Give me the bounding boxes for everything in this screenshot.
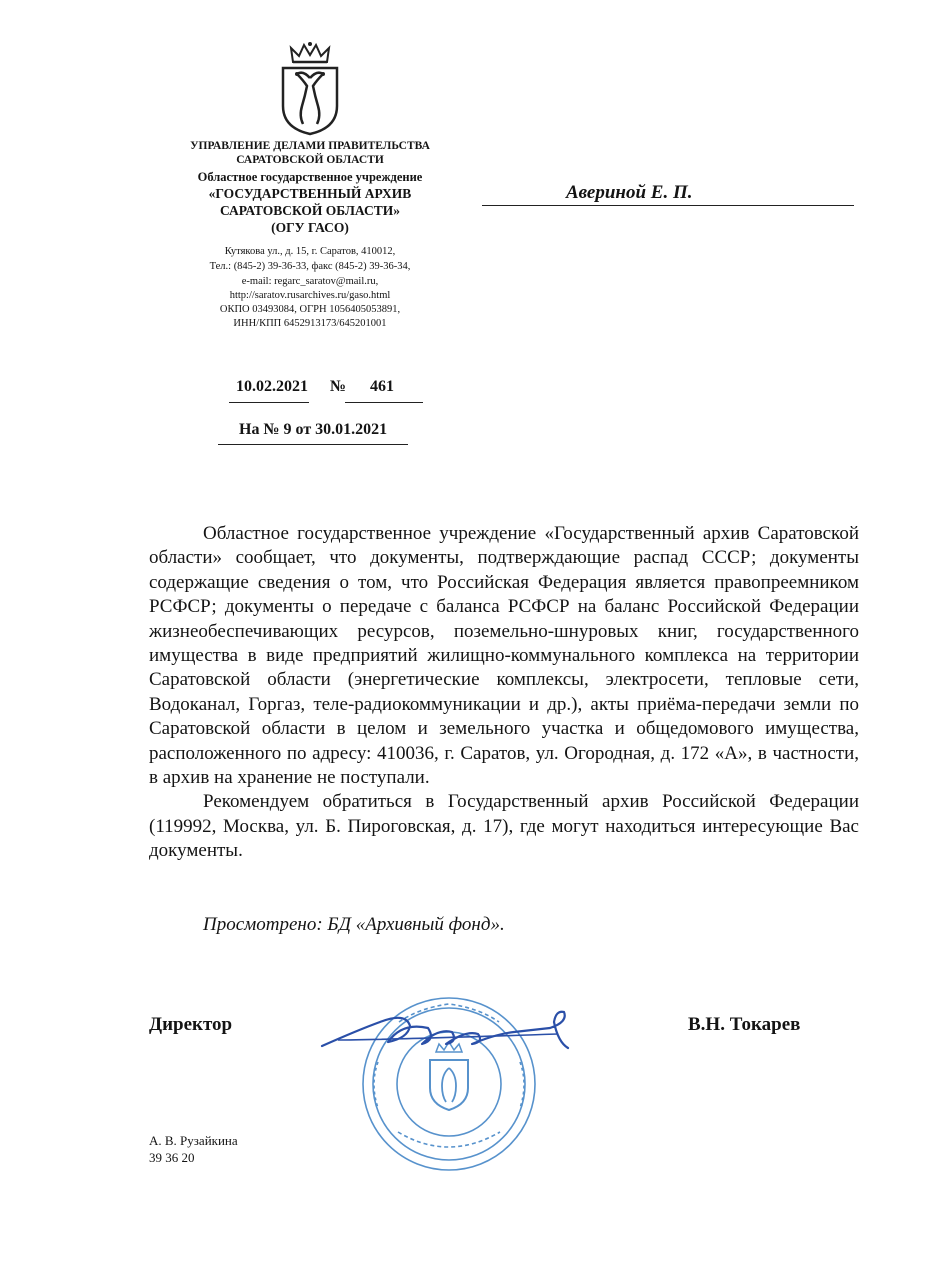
number-underline	[345, 402, 423, 403]
body-paragraph-1: Областное государственное учреждение «Государственный архив Саратовской области» сообщает, что документы, подтверждающие распад СССР; документы содержащие сведения о том, что Российская Федерация является правопреемником РСФСР; документы о передаче с баланса РСФСР на баланс Российской Федерации жизнеобеспечивающих ресурсов, поземельно-шнуровых книг, государственного имущества в виде предприятий жилищно-коммунального комплекса на территории Саратовской области (энергетические комплексы, электросети, тепловые сети, Водоканал, Горгаз, теле-радиокоммуникации и др.), акты приёма-передачи земли по Саратовской области в целом и земельного участка и общедомового имущества, расположенного по адресу: 410036, г. Саратов, ул. Огородная, д. 172 «А», в частности, в архив на хранение не поступали.	[149, 523, 859, 789]
registration-number: 461	[370, 378, 394, 395]
signer-position: Директор	[149, 1014, 233, 1035]
date-underline	[229, 402, 309, 403]
sender-website-line: http://saratov.rusarchives.ru/gaso.html	[229, 290, 391, 301]
sender-inn-line: ИНН/КПП 6452913173/645201001	[233, 318, 387, 329]
executor-name: А. В. Рузайкина	[149, 1133, 238, 1148]
reference-underline	[218, 444, 408, 445]
reference-number: На № 9 от 30.01.2021	[239, 421, 388, 438]
sender-phone-line: Тел.: (845-2) 39-36-33, факс (845-2) 39-36-34,	[209, 261, 411, 272]
sender-org-line-1: УПРАВЛЕНИЕ ДЕЛАМИ ПРАВИТЕЛЬСТВА	[190, 140, 430, 152]
official-seal-with-signature-icon	[318, 982, 580, 1172]
sender-org-line-6: (ОГУ ГАСО)	[271, 220, 349, 235]
sender-email-line: e-mail: regarc_saratov@mail.ru,	[241, 276, 379, 287]
sender-address-line: Кутякова ул., д. 15, г. Саратов, 410012,	[224, 246, 396, 257]
signer-name: В.Н. Токарев	[688, 1014, 801, 1035]
addressee: Авериной Е. П.	[566, 182, 693, 203]
sender-org-line-4: «ГОСУДАРСТВЕННЫЙ АРХИВ	[208, 186, 412, 201]
sender-org-line-5: САРАТОВСКОЙ ОБЛАСТИ»	[219, 203, 401, 218]
reviewed-note: Просмотрено: БД «Архивный фонд».	[203, 914, 505, 935]
sender-org-line-2: САРАТОВСКОЙ ОБЛАСТИ	[236, 154, 384, 166]
sender-org-line-3: Областное государственное учреждение	[197, 170, 423, 184]
sender-okpo-line: ОКПО 03493084, ОГРН 1056405053891,	[219, 304, 401, 315]
number-sign: №	[330, 378, 347, 395]
addressee-underline	[482, 205, 854, 206]
executor-phone: 39 36 20	[149, 1150, 195, 1165]
body-paragraph-2: Рекомендуем обратиться в Государственный архив Российской Федерации (119992, Москва, ул. Б. Пироговская, д. 17), где могут находиться интересующие Вас документы.	[149, 791, 859, 862]
registration-date: 10.02.2021	[236, 378, 308, 395]
saratov-coat-of-arms-icon	[277, 40, 343, 136]
letter-body	[149, 522, 859, 864]
